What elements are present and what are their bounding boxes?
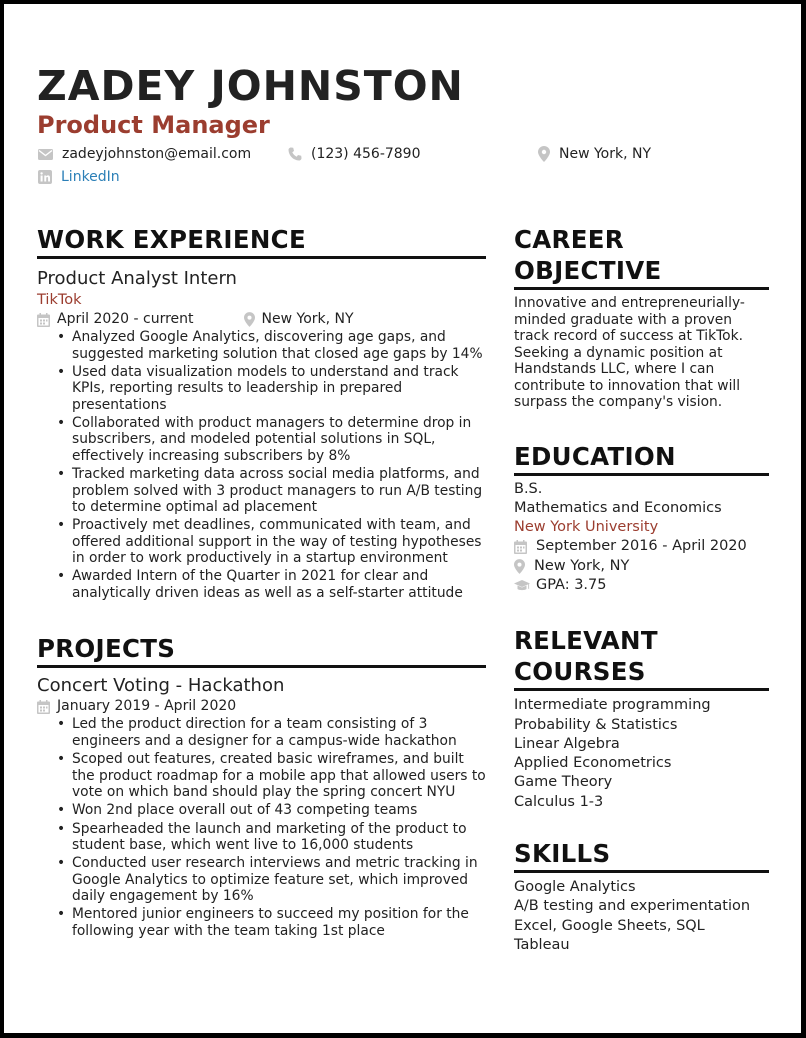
list-item: Linear Algebra: [514, 735, 620, 752]
linkedin-link[interactable]: LinkedIn: [61, 169, 120, 185]
list-item: • Awarded Intern of the Quarter in 2021 for clear and analytically driven ideas as well as a self-starter attitude: [72, 568, 486, 601]
project-meta: [37, 697, 486, 716]
skills-list: [514, 878, 769, 955]
education-section: [514, 441, 769, 596]
candidate-title: Product Manager: [37, 111, 270, 139]
company-name: TikTok: [37, 292, 82, 308]
map-pin-icon: [538, 146, 550, 162]
job-dates-text: April 2020 - current: [57, 311, 194, 327]
relevant-courses-heading: [514, 625, 769, 691]
skills-section: [514, 838, 769, 955]
job-location-text: New York, NY: [261, 311, 354, 327]
heading-line: OBJECTIVE: [514, 256, 662, 285]
linkedin-icon: [38, 170, 52, 184]
projects-heading: PROJECTS: [37, 633, 486, 668]
list-item: Excel, Google Sheets, SQL: [514, 917, 705, 934]
career-objective-section: [514, 224, 769, 411]
job-title: Product Analyst Intern: [37, 268, 237, 289]
envelope-icon: [38, 149, 53, 160]
right-column: [514, 224, 769, 955]
contact-email[interactable]: [38, 146, 251, 162]
education-location-text: New York, NY: [534, 557, 630, 574]
work-experience-section: [37, 224, 486, 601]
left-column: [37, 224, 486, 941]
school-name: New York University: [514, 519, 659, 536]
project-title: Concert Voting - Hackathon: [37, 675, 285, 697]
list-item: • Collaborated with product managers to determine drop in subscribers, and modeled potential solutions in SQL, effectively increasing subscribers by 8%: [72, 415, 486, 465]
education-location: [514, 557, 769, 576]
job-meta: [37, 310, 486, 329]
list-item: Google Analytics: [514, 879, 636, 896]
calendar-icon: [37, 700, 50, 714]
heading-line: CAREER: [514, 225, 624, 254]
list-item: • Conducted user research interviews and metric tracking in Google Analytics to optimize feature set, which improved daily engagement by 16%: [72, 855, 486, 905]
career-objective-heading: [514, 224, 769, 290]
gpa-text: GPA: 3.75: [536, 576, 607, 593]
list-item: • Tracked marketing data across social media platforms, and problem solved with 3 product managers to run A/B testing to determine optimal ad placement: [72, 466, 486, 516]
calendar-icon: [514, 540, 527, 554]
work-bullets: [37, 329, 486, 601]
skills-heading: SKILLS: [514, 838, 769, 873]
graduation-cap-icon: [514, 580, 530, 592]
contact-linkedin[interactable]: [38, 169, 120, 185]
resume-page: [4, 4, 801, 1033]
list-item: Intermediate programming: [514, 697, 711, 714]
job-dates: [37, 310, 194, 329]
list-item: • Mentored junior engineers to succeed my position for the following year with the team taking 1st place: [72, 906, 486, 939]
list-item: Tableau: [514, 936, 570, 953]
list-item: Calculus 1-3: [514, 793, 604, 810]
job-location: [244, 310, 354, 329]
list-item: Applied Econometrics: [514, 755, 672, 772]
work-experience-heading: WORK EXPERIENCE: [37, 224, 486, 259]
location-text: New York, NY: [559, 146, 652, 162]
project-dates-text: January 2019 - April 2020: [57, 698, 237, 715]
candidate-name: ZADEY JOHNSTON: [37, 62, 464, 110]
heading-line: COURSES: [514, 657, 646, 687]
contact-location: [538, 146, 651, 162]
email-text: zadeyjohnston@email.com: [62, 146, 252, 162]
list-item: • Won 2nd place overall out of 43 competing teams: [72, 802, 486, 819]
list-item: • Scoped out features, created basic wireframes, and built the product roadmap for a mobile app that allowed users to vote on which band should play the spring concert NYU: [72, 751, 486, 801]
list-item: Probability & Statistics: [514, 716, 678, 733]
education-dates-text: September 2016 - April 2020: [536, 538, 747, 555]
relevant-courses-section: [514, 625, 769, 812]
map-pin-icon: [514, 559, 525, 574]
contact-phone[interactable]: [288, 146, 421, 162]
list-item: A/B testing and experimentation: [514, 898, 751, 915]
field-of-study: Mathematics and Economics: [514, 499, 722, 516]
list-item: • Spearheaded the launch and marketing of the product to student base, which went live to 16,000 students: [72, 821, 486, 854]
phone-icon: [288, 147, 302, 161]
degree: B.S.: [514, 480, 543, 497]
courses-list: [514, 696, 769, 812]
map-pin-icon: [244, 312, 255, 327]
phone-text: (123) 456-7890: [311, 146, 421, 162]
list-item: • Led the product direction for a team consisting of 3 engineers and a designer for a campus-wide hackathon: [72, 716, 486, 749]
career-objective-text: Innovative and entrepreneurially-minded graduate with a proven track record of success at TikTok. Seeking a dynamic position at Handstands LLC, where I can contribute to innovation that will surpass the company's vision.: [514, 295, 745, 410]
list-item: • Proactively met deadlines, communicated with team, and offered additional support in the way of testing hypotheses in order to work productively in a startup environment: [72, 517, 486, 567]
education-heading: EDUCATION: [514, 441, 769, 476]
education-dates: [514, 537, 769, 556]
calendar-icon: [37, 313, 50, 327]
list-item: • Analyzed Google Analytics, discovering age gaps, and suggested marketing solution that closed age gaps by 14%: [72, 329, 486, 362]
project-dates: [37, 697, 236, 716]
project-bullets: [37, 716, 486, 939]
list-item: • Used data visualization models to understand and track KPIs, reporting results to leadership in prepared presentations: [72, 364, 486, 414]
list-item: Game Theory: [514, 774, 613, 791]
education-gpa: [514, 576, 769, 595]
heading-line: RELEVANT: [514, 626, 658, 656]
projects-section: [37, 633, 486, 939]
